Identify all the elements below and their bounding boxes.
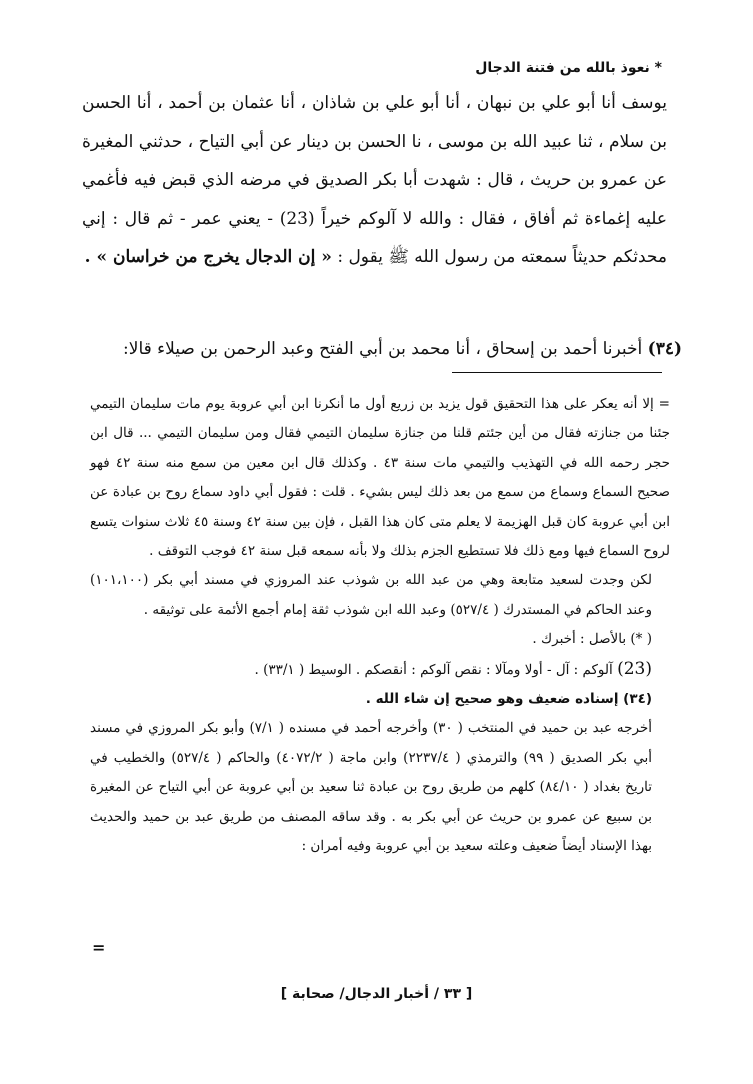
continuation-mark: = [92, 938, 106, 957]
footnotes [90, 390, 670, 862]
paragraph-34-number: (٣٤) [647, 339, 682, 359]
footnote-34-heading: (٣٤) إسناده ضعيف وهو صحيح إن شاء الله . [365, 691, 652, 708]
paragraph-34-text: أخبرنا أحمد بن إسحاق ، أنا محمد بن أبي الفتح وعبد الرحمن بن صيلاء قالا: [123, 339, 643, 359]
page-footer: [ ٣٣ / أخبار الدجال/ صحابة ] [280, 986, 473, 1002]
footnote-corroboration: لكن وجدت لسعيد متابعة وهي من عبد الله بن شوذب عند المروزي في مسند أبي بكر (١٠١،١٠٠) وعند الحاكم في المستدرك ( ٥٢٧/٤) وعبد الله ابن شوذب ثقة إمام أجمع الأئمة على توثيقه . [90, 572, 652, 618]
footnote-23-text: آلوكم : آل - أولا ومآلا : نقص آلوكم : أنقصكم . الوسيط ( ٣٣/١) . [254, 661, 613, 678]
hadith-text: « إن الدجال يخرج من خراسان » . [84, 247, 332, 267]
footnote-continuation: = إلا أنه يعكر على هذا التحقيق قول يزيد بن زريع أول ما أنكرنا ابن أبي عروبة يوم مات سليمان التيمي جئنا من جنازته فقال من أين جئتم قلنا من جنازة سليمان التيمي فقال ومن سليمان التيمي ... قال ابن حجر رحمه الله في التهذيب والتيمي مات سنة ٤٣ . وكذلك قال ابن معين من سمع منه سنة ٤٢ فهو صحيح السماع وسماع من سمع من بعد ذلك ليس بشيء . قلت : فقول أبي داود سماع روح بن عبادة عن ابن أبي عروبة كان قبل الهزيمة لا يعلم متى كان هذا القبل ، فإن بين سنة ٤٢ وسنة ٤٥ ثلاث سنوات يتسع لروح السماع فيها ومع ذلك فلا تستطيع الجزم بذلك ولا بأنه سمعه قبل سنة ٤٢ فوجب التوقف . [90, 396, 671, 560]
footnote-23-number: (23) [617, 658, 652, 679]
running-head: * نعوذ بالله من فتنة الدجال [475, 60, 662, 76]
footnote-34-text: أخرجه عبد بن حميد في المنتخب ( ٣٠) وأخرجه أحمد في مسنده ( ٧/١) وأبو بكر المروزي في مسند أبي بكر الصديق ( ٩٩) والترمذي ( ٢٢٣٧/٤) وابن ماجة ( ٤٠٧٢/٢) والحاكم ( ٥٢٧/٤) والخطيب في تاريخ بغداد ( ٨٤/١٠) كلهم من طريق روح بن عبادة ثنا سعيد بن أبي عروبة عن أبي التياح عن المغيرة بن سبيع عن عمرو بن حريث عن أبي بكر به . وقد ساقه المصنف من طريق عبد بن حميد والحديث بهذا الإسناد أيضاً ضعيف وعلته سعيد بن أبي عروبة وفيه أمران : [90, 720, 653, 855]
main-text [82, 84, 667, 277]
paragraph-34 [82, 333, 682, 365]
main-paragraph-text: يوسف أنا أبو علي بن نبهان ، أنا أبو علي بن شاذان ، أنا عثمان بن أحمد ، أنا الحسن بن سلام ، ثنا عبيد الله بن موسى ، نا الحسن بن دينار عن أبي التياح ، حدثني المغيرة عن عمرو بن حريث ، قال : شهدت أبا بكر الصديق في مرضه الذي قبض فيه فأغمي عليه إغماءة ثم أفاق ، فقال : والله لا آلوكم خيراً (23) - يعني عمر - ثم قال : إني محدثكم حديثاً سمعته من رسول الله ﷺ يقول : [82, 93, 667, 267]
footnote-divider [452, 372, 662, 373]
footnote-asterisk: ( *) بالأصل : أخبرك . [532, 631, 652, 648]
main-paragraph [82, 84, 667, 277]
footnote-23 [90, 655, 670, 685]
